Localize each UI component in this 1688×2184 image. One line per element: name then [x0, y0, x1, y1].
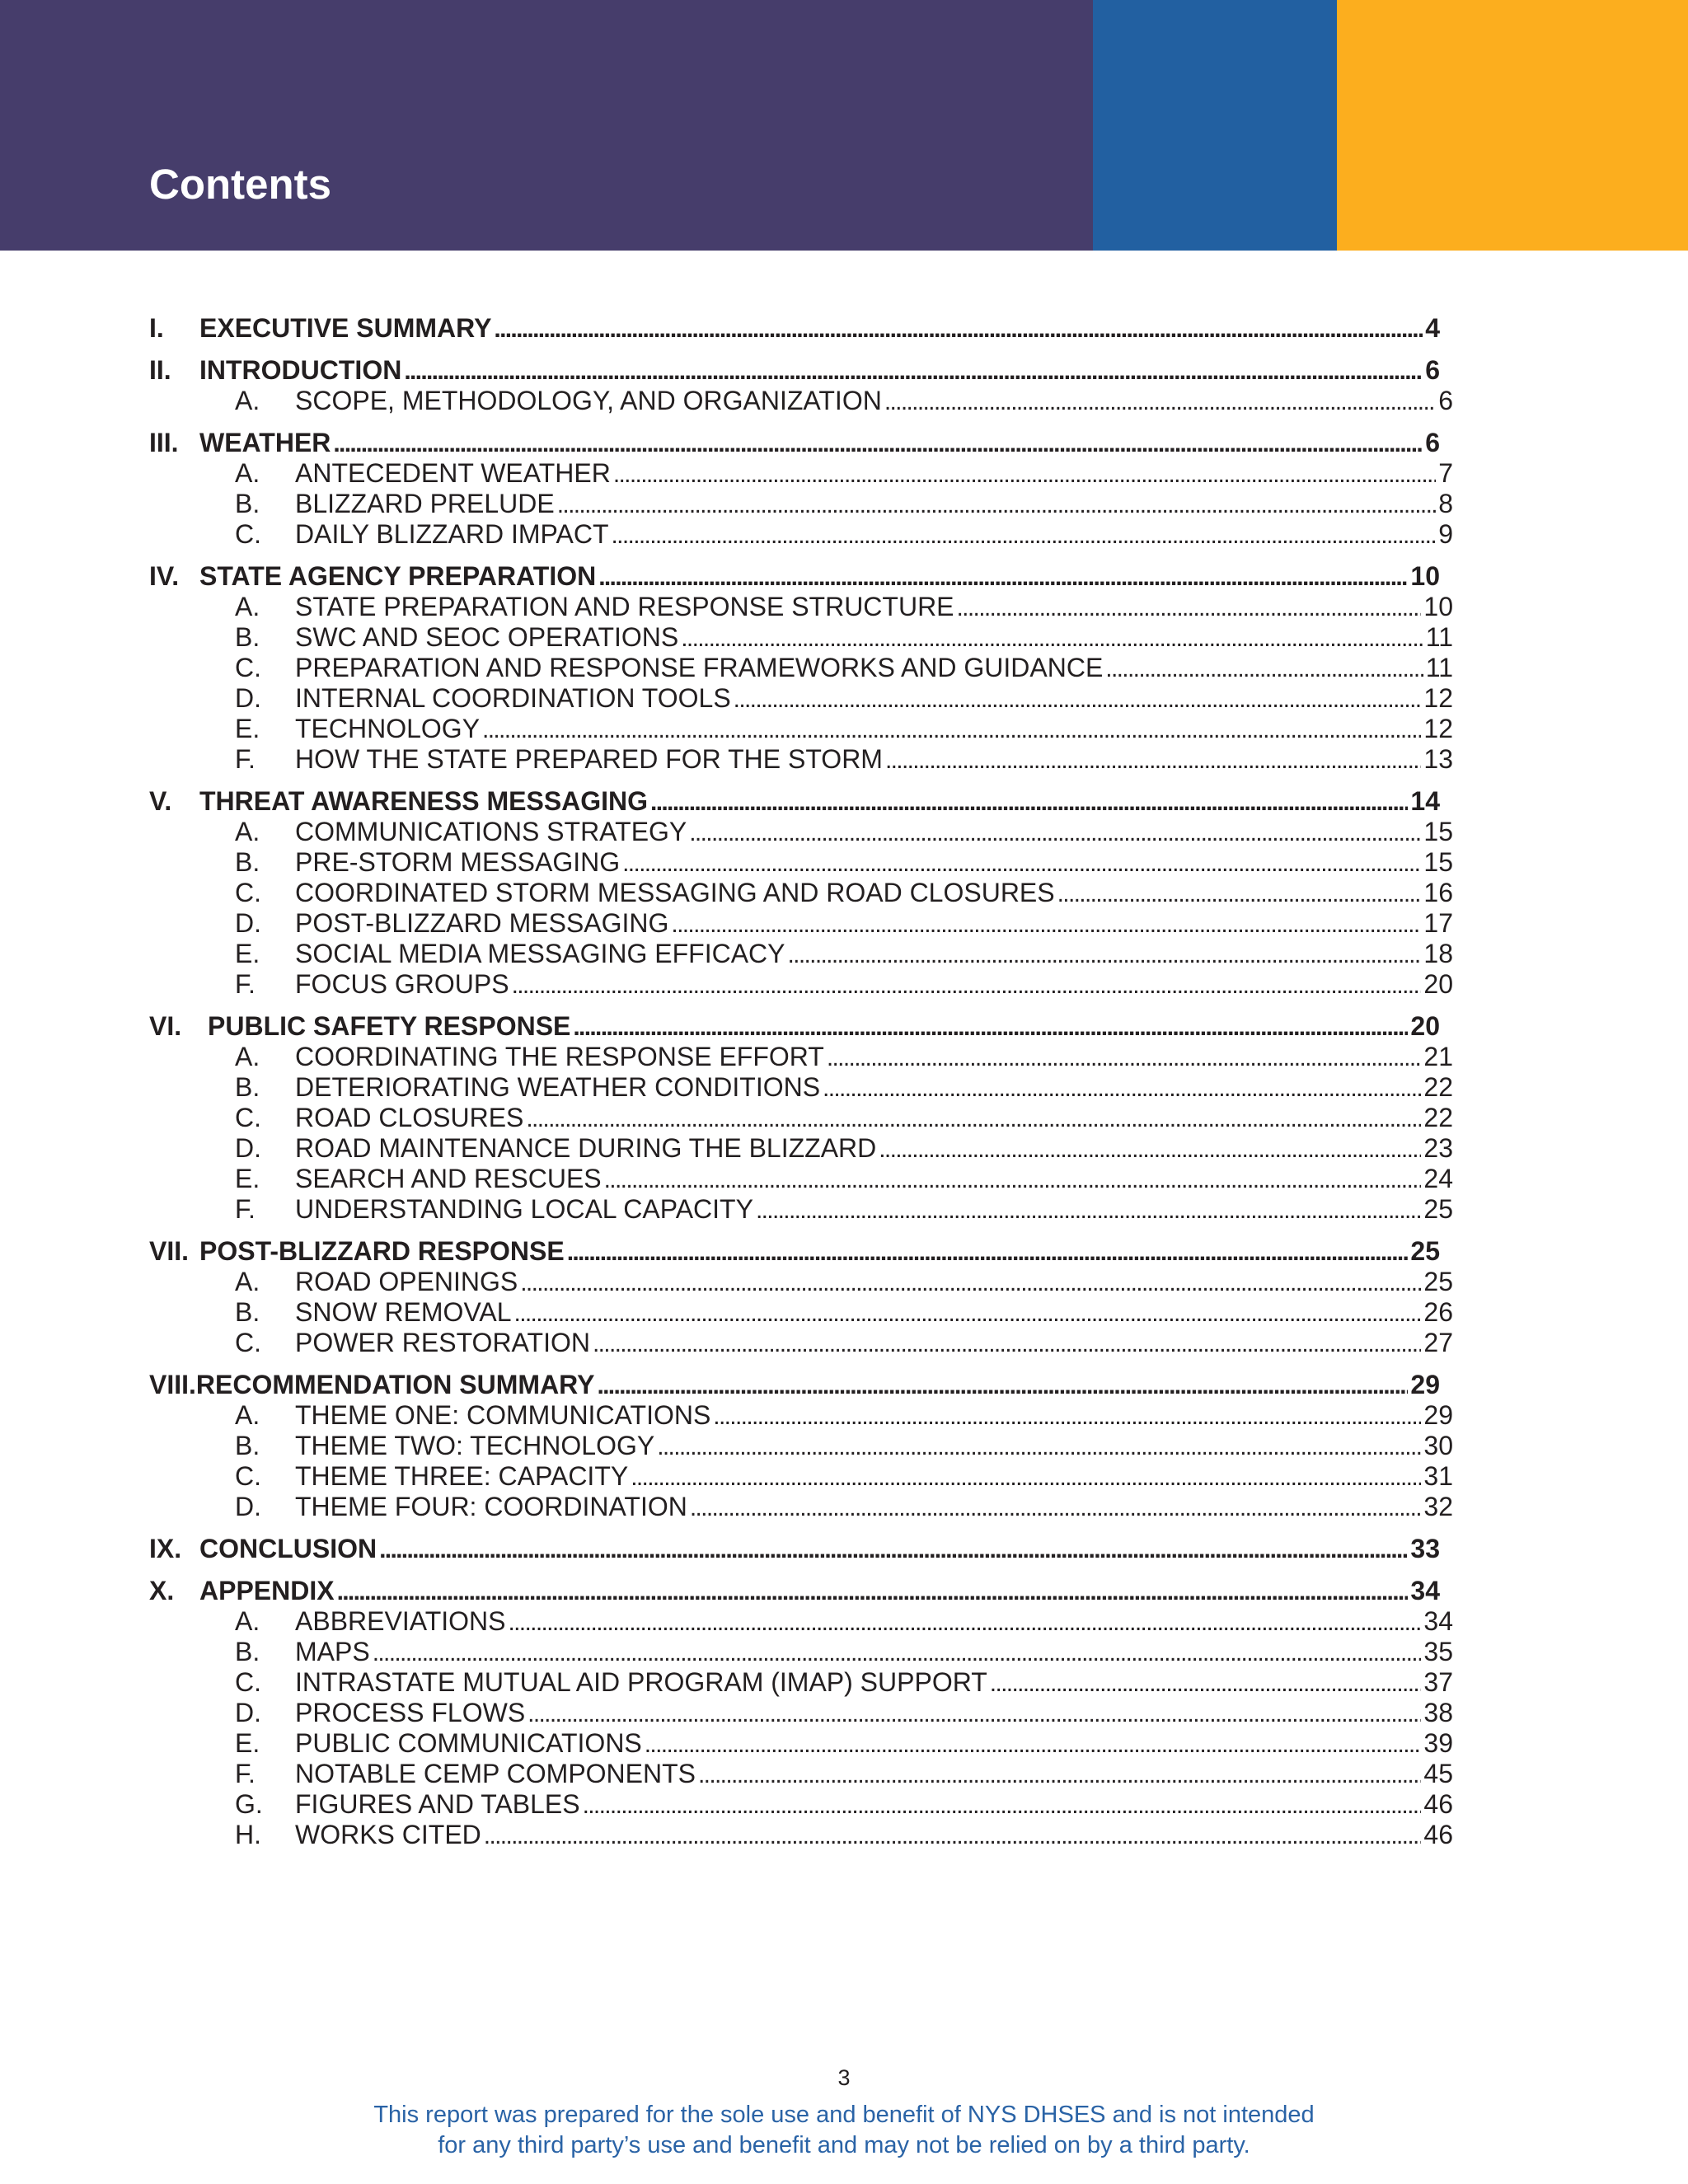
toc-subsection-letter: H.	[235, 1820, 261, 1849]
toc-subsection-row[interactable]	[149, 1431, 1453, 1461]
toc-subsection-page: 26	[1423, 1297, 1453, 1327]
toc-section-number: VII.	[149, 1236, 190, 1266]
toc-section-number: III.	[149, 428, 179, 457]
toc-subsection-letter: B.	[235, 1637, 260, 1666]
toc-subsection-page: 17	[1423, 908, 1453, 938]
toc-subsection-letter: B.	[235, 1431, 260, 1460]
toc-subsection-letter: C.	[235, 1103, 261, 1132]
toc-subsection-title: THEME TWO: TECHNOLOGY	[295, 1431, 655, 1460]
dot-leader	[622, 847, 1421, 879]
header-banner	[0, 0, 1688, 251]
toc-subsection-row[interactable]	[149, 1103, 1453, 1133]
toc-subsection-row[interactable]	[149, 969, 1453, 1000]
toc-subsection-page: 16	[1423, 878, 1453, 907]
toc-subsection-letter: A.	[235, 1267, 260, 1296]
dot-leader	[681, 622, 1423, 654]
toc-subsection-title: ANTECEDENT WEATHER	[295, 458, 611, 488]
toc-subsection-row[interactable]	[149, 1759, 1453, 1789]
toc-section-page: 34	[1410, 1576, 1440, 1605]
dot-leader	[631, 1461, 1421, 1493]
toc-section-title: INTRODUCTION	[199, 355, 402, 385]
toc-section-row[interactable]	[149, 561, 1440, 592]
toc-section-page: 33	[1410, 1534, 1440, 1563]
toc-section-row[interactable]	[149, 313, 1440, 344]
dot-leader	[484, 1820, 1422, 1851]
dot-leader	[597, 1370, 1408, 1401]
toc-subsection-row[interactable]	[149, 653, 1453, 683]
dot-leader	[583, 1789, 1422, 1821]
dot-leader	[734, 683, 1422, 715]
toc-subsection-letter: E.	[235, 1164, 260, 1193]
toc-section-title: APPENDIX	[199, 1576, 335, 1605]
toc-subsection-letter: D.	[235, 1133, 261, 1163]
toc-subsection-title: POWER RESTORATION	[295, 1328, 590, 1357]
toc-subsection-title: PREPARATION AND RESPONSE FRAMEWORKS AND GUIDANCE	[295, 653, 1104, 682]
toc-subsection-title: SCOPE, METHODOLOGY, AND ORGANIZATION	[295, 386, 882, 415]
toc-subsection-page: 11	[1425, 622, 1453, 652]
page-number: 3	[837, 2065, 851, 2090]
toc-subsection-page: 38	[1423, 1698, 1453, 1727]
toc-section-title: WEATHER	[199, 428, 331, 457]
toc-subsection-title: DAILY BLIZZARD IMPACT	[295, 519, 609, 549]
toc-subsection-page: 12	[1423, 714, 1453, 743]
toc-subsection-letter: A.	[235, 817, 260, 846]
toc-subsection-row[interactable]	[149, 1820, 1453, 1850]
dot-leader	[567, 1236, 1409, 1268]
dot-leader	[823, 1072, 1421, 1104]
banner-blue-band	[1093, 0, 1337, 251]
toc-subsection-letter: D.	[235, 908, 261, 938]
toc-subsection-row[interactable]	[149, 817, 1453, 847]
toc-subsection-title: DETERIORATING WEATHER CONDITIONS	[295, 1072, 821, 1102]
toc-subsection-row[interactable]	[149, 1728, 1453, 1759]
toc-subsection-page: 12	[1423, 683, 1453, 713]
toc-subsection-row[interactable]	[149, 1267, 1453, 1297]
toc-subsection-letter: B.	[235, 622, 260, 652]
toc-section-number: VIII.	[149, 1370, 196, 1399]
toc-subsection-title: ROAD OPENINGS	[295, 1267, 518, 1296]
toc-section-row[interactable]	[149, 1576, 1440, 1606]
toc-subsection-row[interactable]	[149, 847, 1453, 878]
dot-leader	[957, 592, 1422, 623]
toc-section-title: PUBLIC SAFETY RESPONSE	[208, 1011, 571, 1041]
dot-leader	[689, 817, 1421, 848]
dot-leader	[404, 355, 1423, 387]
dot-leader	[528, 1698, 1421, 1729]
dot-leader	[598, 561, 1408, 593]
banner-gold-band	[1337, 0, 1688, 251]
toc-subsection-page: 25	[1423, 1267, 1453, 1296]
toc-subsection-row[interactable]	[149, 1789, 1453, 1820]
dot-leader	[482, 714, 1421, 745]
toc-subsection-letter: B.	[235, 1072, 260, 1102]
toc-section-title: RECOMMENDATION SUMMARY	[195, 1370, 595, 1399]
dot-leader	[379, 1534, 1408, 1565]
toc-subsection-title: MAPS	[295, 1637, 370, 1666]
toc-subsection-letter: B.	[235, 1297, 260, 1327]
toc-subsection-title: STATE PREPARATION AND RESPONSE STRUCTURE	[295, 592, 954, 621]
toc-subsection-page: 24	[1423, 1164, 1453, 1193]
page-title: Contents	[149, 161, 331, 208]
toc-subsection-page: 46	[1423, 1820, 1453, 1849]
toc-section-title: POST-BLIZZARD RESPONSE	[199, 1236, 565, 1266]
toc-subsection-title: THEME ONE: COMMUNICATIONS	[295, 1400, 711, 1430]
dot-leader	[650, 786, 1408, 818]
toc-subsection-row[interactable]	[149, 1606, 1453, 1637]
toc-subsection-page: 15	[1423, 817, 1453, 846]
toc-subsection-row[interactable]	[149, 1637, 1453, 1667]
toc-subsection-row[interactable]	[149, 714, 1453, 744]
dot-leader	[520, 1267, 1421, 1298]
toc-subsection-page: 11	[1425, 653, 1453, 682]
toc-subsection-row[interactable]	[149, 1164, 1453, 1194]
toc-subsection-page: 35	[1423, 1637, 1453, 1666]
toc-subsection-letter: D.	[235, 683, 261, 713]
toc-subsection-row[interactable]	[149, 489, 1453, 519]
toc-subsection-title: SEARCH AND RESCUES	[295, 1164, 602, 1193]
toc-subsection-page: 23	[1423, 1133, 1453, 1163]
toc-subsection-title: SWC AND SEOC OPERATIONS	[295, 622, 679, 652]
toc-subsection-page: 7	[1438, 458, 1453, 488]
toc-subsection-title: FOCUS GROUPS	[295, 969, 509, 999]
toc-subsection-letter: C.	[235, 653, 261, 682]
dot-leader	[713, 1400, 1421, 1432]
toc-subsection-page: 22	[1423, 1072, 1453, 1102]
toc-subsection-letter: E.	[235, 1728, 260, 1758]
toc-subsection-page: 18	[1423, 939, 1453, 968]
toc-subsection-title: ROAD MAINTENANCE DURING THE BLIZZARD	[295, 1133, 877, 1163]
toc-subsection-page: 29	[1423, 1400, 1453, 1430]
toc-subsection-letter: A.	[235, 386, 260, 415]
toc-section-page: 6	[1425, 428, 1440, 457]
dot-leader	[557, 489, 1436, 520]
toc-subsection-page: 39	[1423, 1728, 1453, 1758]
toc-section-page: 6	[1425, 355, 1440, 385]
toc-subsection-letter: B.	[235, 489, 260, 518]
toc-subsection-letter: A.	[235, 592, 260, 621]
toc-section-page: 4	[1425, 313, 1440, 343]
toc-subsection-title: UNDERSTANDING LOCAL CAPACITY	[295, 1194, 753, 1224]
dot-leader	[333, 428, 1423, 459]
dot-leader	[604, 1164, 1422, 1195]
toc-section-row[interactable]	[149, 428, 1440, 458]
dot-leader	[645, 1728, 1422, 1760]
toc-subsection-letter: F.	[235, 1194, 256, 1224]
toc-subsection-page: 10	[1423, 592, 1453, 621]
dot-leader	[573, 1011, 1408, 1043]
toc-subsection-letter: A.	[235, 1606, 260, 1636]
toc-section-page: 25	[1410, 1236, 1440, 1266]
toc-subsection-letter: C.	[235, 1328, 261, 1357]
toc-subsection-letter: D.	[235, 1698, 261, 1727]
toc-section-page: 10	[1410, 561, 1440, 591]
dot-leader	[337, 1576, 1409, 1607]
toc-section-row[interactable]	[149, 1236, 1440, 1267]
toc-subsection-letter: E.	[235, 714, 260, 743]
toc-subsection-letter: F.	[235, 1759, 256, 1788]
toc-subsection-row[interactable]	[149, 683, 1453, 714]
toc-section-row[interactable]	[149, 355, 1440, 386]
toc-section-number: V.	[149, 786, 172, 816]
toc-subsection-page: 22	[1423, 1103, 1453, 1132]
toc-section-row[interactable]	[149, 1370, 1440, 1400]
toc-subsection-letter: E.	[235, 939, 260, 968]
toc-subsection-letter: A.	[235, 1042, 260, 1071]
toc-subsection-title: THEME THREE: CAPACITY	[295, 1461, 629, 1491]
toc-subsection-title: POST-BLIZZARD MESSAGING	[295, 908, 669, 938]
toc-section-row[interactable]	[149, 786, 1440, 817]
toc-section-title: STATE AGENCY PREPARATION	[199, 561, 597, 591]
dot-leader	[1105, 653, 1423, 684]
toc-subsection-row[interactable]	[149, 519, 1453, 550]
toc-subsection-letter: A.	[235, 458, 260, 488]
toc-subsection-row[interactable]	[149, 1461, 1453, 1492]
toc-subsection-page: 45	[1423, 1759, 1453, 1788]
toc-subsection-page: 25	[1423, 1194, 1453, 1224]
toc-subsection-row[interactable]	[149, 939, 1453, 969]
toc-subsection-letter: C.	[235, 519, 261, 549]
toc-section-number: IV.	[149, 561, 180, 591]
disclaimer-line-2: for any third party’s use and benefit and may not be relied on by a third party.	[438, 2132, 1250, 2158]
toc-subsection-row[interactable]	[149, 1194, 1453, 1225]
toc-section-title: THREAT AWARENESS MESSAGING	[199, 786, 649, 816]
toc-subsection-letter: F.	[235, 969, 256, 999]
dot-leader	[657, 1431, 1421, 1462]
toc-section-row[interactable]	[149, 1011, 1440, 1042]
toc-subsection-title: INTERNAL COORDINATION TOOLS	[295, 683, 731, 713]
dot-leader	[613, 458, 1436, 490]
toc-subsection-title: HOW THE STATE PREPARED FOR THE STORM	[295, 744, 883, 774]
dot-leader	[494, 313, 1423, 344]
toc-subsection-row[interactable]	[149, 1133, 1453, 1164]
dot-leader	[690, 1492, 1422, 1523]
toc-subsection-row[interactable]	[149, 622, 1453, 653]
toc-subsection-row[interactable]	[149, 908, 1453, 939]
toc-subsection-title: ROAD CLOSURES	[295, 1103, 524, 1132]
toc-subsection-row[interactable]	[149, 1072, 1453, 1103]
toc-subsection-letter: A.	[235, 1400, 260, 1430]
toc-subsection-title: PROCESS FLOWS	[295, 1698, 526, 1727]
dot-leader	[612, 519, 1437, 551]
toc-subsection-row[interactable]	[149, 592, 1453, 622]
toc-subsection-title: COORDINATED STORM MESSAGING AND ROAD CLOSURES	[295, 878, 1055, 907]
toc-section-title: CONCLUSION	[199, 1534, 377, 1563]
toc-subsection-title: INTRASTATE MUTUAL AID PROGRAM (IMAP) SUPPORT	[295, 1667, 987, 1697]
disclaimer-line-1: This report was prepared for the sole use and benefit of NYS DHSES and is not intended	[373, 2102, 1315, 2128]
dot-leader	[508, 1606, 1421, 1638]
dot-leader	[671, 908, 1421, 940]
toc-subsection-title: COORDINATING THE RESPONSE EFFORT	[295, 1042, 824, 1071]
toc-subsection-page: 6	[1438, 386, 1453, 415]
toc-subsection-page: 20	[1423, 969, 1453, 999]
toc-subsection-row[interactable]	[149, 878, 1453, 908]
toc-section-number: I.	[149, 313, 164, 343]
toc-subsection-row[interactable]	[149, 1400, 1453, 1431]
dot-leader	[526, 1103, 1421, 1134]
toc-subsection-page: 37	[1423, 1667, 1453, 1697]
toc-section-page: 29	[1410, 1370, 1440, 1399]
toc-section-number: IX.	[149, 1534, 182, 1563]
toc-subsection-page: 34	[1423, 1606, 1453, 1636]
toc-subsection-page: 32	[1423, 1492, 1453, 1521]
toc-subsection-letter: C.	[235, 1667, 261, 1697]
toc-subsection-page: 8	[1438, 489, 1453, 518]
dot-leader	[827, 1042, 1422, 1073]
toc-section-number: VI.	[149, 1011, 182, 1041]
toc-subsection-title: PRE-STORM MESSAGING	[295, 847, 621, 877]
toc-subsection-letter: C.	[235, 878, 261, 907]
toc-subsection-title: PUBLIC COMMUNICATIONS	[295, 1728, 642, 1758]
dot-leader	[373, 1637, 1422, 1668]
table-of-contents	[149, 313, 1453, 1850]
toc-subsection-title: NOTABLE CEMP COMPONENTS	[295, 1759, 696, 1788]
toc-section-page: 20	[1410, 1011, 1440, 1041]
toc-subsection-row[interactable]	[149, 386, 1453, 416]
toc-subsection-page: 9	[1438, 519, 1453, 549]
toc-subsection-page: 30	[1423, 1431, 1453, 1460]
toc-subsection-page: 13	[1423, 744, 1453, 774]
toc-section-number: II.	[149, 355, 171, 385]
toc-subsection-row[interactable]	[149, 1042, 1453, 1072]
toc-subsection-page: 31	[1423, 1461, 1453, 1491]
toc-subsection-title: SNOW REMOVAL	[295, 1297, 512, 1327]
toc-subsection-letter: F.	[235, 744, 256, 774]
toc-subsection-letter: B.	[235, 847, 260, 877]
dot-leader	[512, 969, 1422, 1001]
dot-leader	[990, 1667, 1422, 1699]
toc-subsection-page: 21	[1423, 1042, 1453, 1071]
toc-subsection-page: 27	[1423, 1328, 1453, 1357]
dot-leader	[756, 1194, 1421, 1226]
toc-section-title: EXECUTIVE SUMMARY	[199, 313, 492, 343]
toc-section-row[interactable]	[149, 1534, 1440, 1564]
toc-subsection-title: SOCIAL MEDIA MESSAGING EFFICACY	[295, 939, 785, 968]
toc-subsection-row[interactable]	[149, 458, 1453, 489]
toc-section-page: 14	[1410, 786, 1440, 816]
toc-subsection-page: 46	[1423, 1789, 1453, 1819]
toc-subsection-title: WORKS CITED	[295, 1820, 481, 1849]
toc-subsection-page: 15	[1423, 847, 1453, 877]
dot-leader	[1057, 878, 1422, 909]
dot-leader	[593, 1328, 1421, 1359]
dot-leader	[787, 939, 1421, 970]
toc-subsection-title: COMMUNICATIONS STRATEGY	[295, 817, 687, 846]
dot-leader	[884, 386, 1436, 417]
toc-subsection-letter: D.	[235, 1492, 261, 1521]
banner-purple-band	[0, 0, 1093, 251]
toc-subsection-title: TECHNOLOGY	[295, 714, 481, 743]
toc-section-number: X.	[149, 1576, 175, 1605]
toc-subsection-row[interactable]	[149, 1492, 1453, 1522]
toc-subsection-title: FIGURES AND TABLES	[295, 1789, 580, 1819]
toc-subsection-row[interactable]	[149, 1328, 1453, 1358]
toc-subsection-title: THEME FOUR: COORDINATION	[295, 1492, 687, 1521]
toc-subsection-row[interactable]	[149, 1667, 1453, 1698]
toc-subsection-row[interactable]	[149, 744, 1453, 775]
toc-subsection-title: BLIZZARD PRELUDE	[295, 489, 555, 518]
dot-leader	[885, 744, 1421, 776]
dot-leader	[879, 1133, 1421, 1165]
toc-subsection-row[interactable]	[149, 1297, 1453, 1328]
dot-leader	[514, 1297, 1422, 1329]
toc-subsection-title: ABBREVIATIONS	[295, 1606, 506, 1636]
footer-disclaimer	[0, 2100, 1688, 2161]
toc-subsection-row[interactable]	[149, 1698, 1453, 1728]
dot-leader	[698, 1759, 1421, 1790]
toc-subsection-letter: G.	[235, 1789, 263, 1819]
toc-subsection-letter: C.	[235, 1461, 261, 1491]
